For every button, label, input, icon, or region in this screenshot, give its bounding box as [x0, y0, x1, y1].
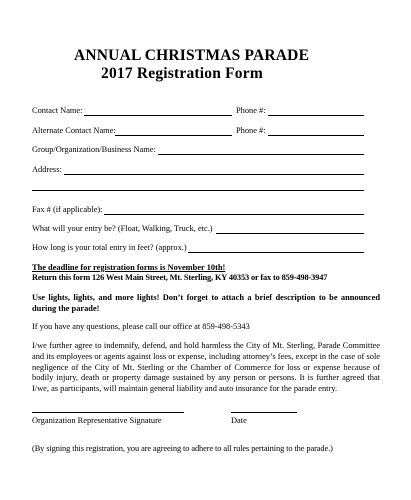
form-subtitle: 2017 Registration Form — [101, 65, 263, 82]
alternate-contact-name-field[interactable] — [115, 135, 232, 136]
fax-label: Fax # (if applicable): — [32, 205, 103, 214]
group-name-label: Group/Organization/Business Name: — [32, 145, 156, 154]
signature-label: Organization Representative Signature — [32, 416, 162, 425]
group-name-field[interactable] — [158, 154, 364, 155]
phone-field[interactable] — [268, 115, 364, 116]
entry-length-field[interactable] — [188, 252, 364, 253]
alternate-contact-name-label: Alternate Contact Name: — [32, 126, 116, 135]
alternate-phone-label: Phone #: — [236, 126, 266, 135]
address-label: Address: — [32, 165, 62, 174]
contact-name-field[interactable] — [84, 115, 232, 116]
form-title: ANNUAL CHRISTMAS PARADE — [74, 47, 310, 64]
fax-field[interactable] — [104, 214, 364, 215]
address-field-line-2[interactable] — [32, 190, 364, 191]
date-field[interactable] — [231, 412, 297, 413]
questions-line: If you have any questions, please call our office at 859-498-5343 — [32, 322, 250, 331]
signature-field[interactable] — [32, 412, 184, 413]
lights-notice: Use lights, lights, and more lights! Don’t forget to attach a brief description to be announced during the parade! — [32, 293, 380, 313]
phone-label: Phone #: — [236, 106, 266, 115]
closing-note: (By signing this registration, you are agreeing to adhere to all rules pertaining to the parade.) — [32, 444, 333, 453]
date-label: Date — [231, 416, 247, 425]
alternate-phone-field[interactable] — [268, 135, 364, 136]
contact-name-label: Contact Name: — [32, 106, 83, 115]
entry-type-label: What will your entry be? (Float, Walking, Truck, etc.) — [32, 224, 213, 233]
entry-length-label: How long is your total entry in feet? (approx.) — [32, 243, 187, 252]
indemnity-paragraph: I/we further agree to indemnify, defend, and hold harmless the City of Mt. Sterling, Parade Committee and its employees or agents against loss or expense, including attorney’s fees, except in the case of sole negligence of the City of Mt. Sterling or the Chamber of Commerce for loss or expense because of bodily injury, death or property damage sustained by any person or persons. It is further agreed that I/we, as participants, will maintain general liability and auto insurance for the parade entry. — [32, 341, 380, 394]
address-field[interactable] — [64, 174, 364, 175]
return-address-notice: Return this form 126 West Main Street, Mt. Sterling, KY 40353 or fax to 859-498-3947 — [32, 273, 328, 282]
deadline-notice: The deadline for registration forms is November 10th! — [32, 263, 226, 272]
entry-type-field[interactable] — [216, 233, 364, 234]
